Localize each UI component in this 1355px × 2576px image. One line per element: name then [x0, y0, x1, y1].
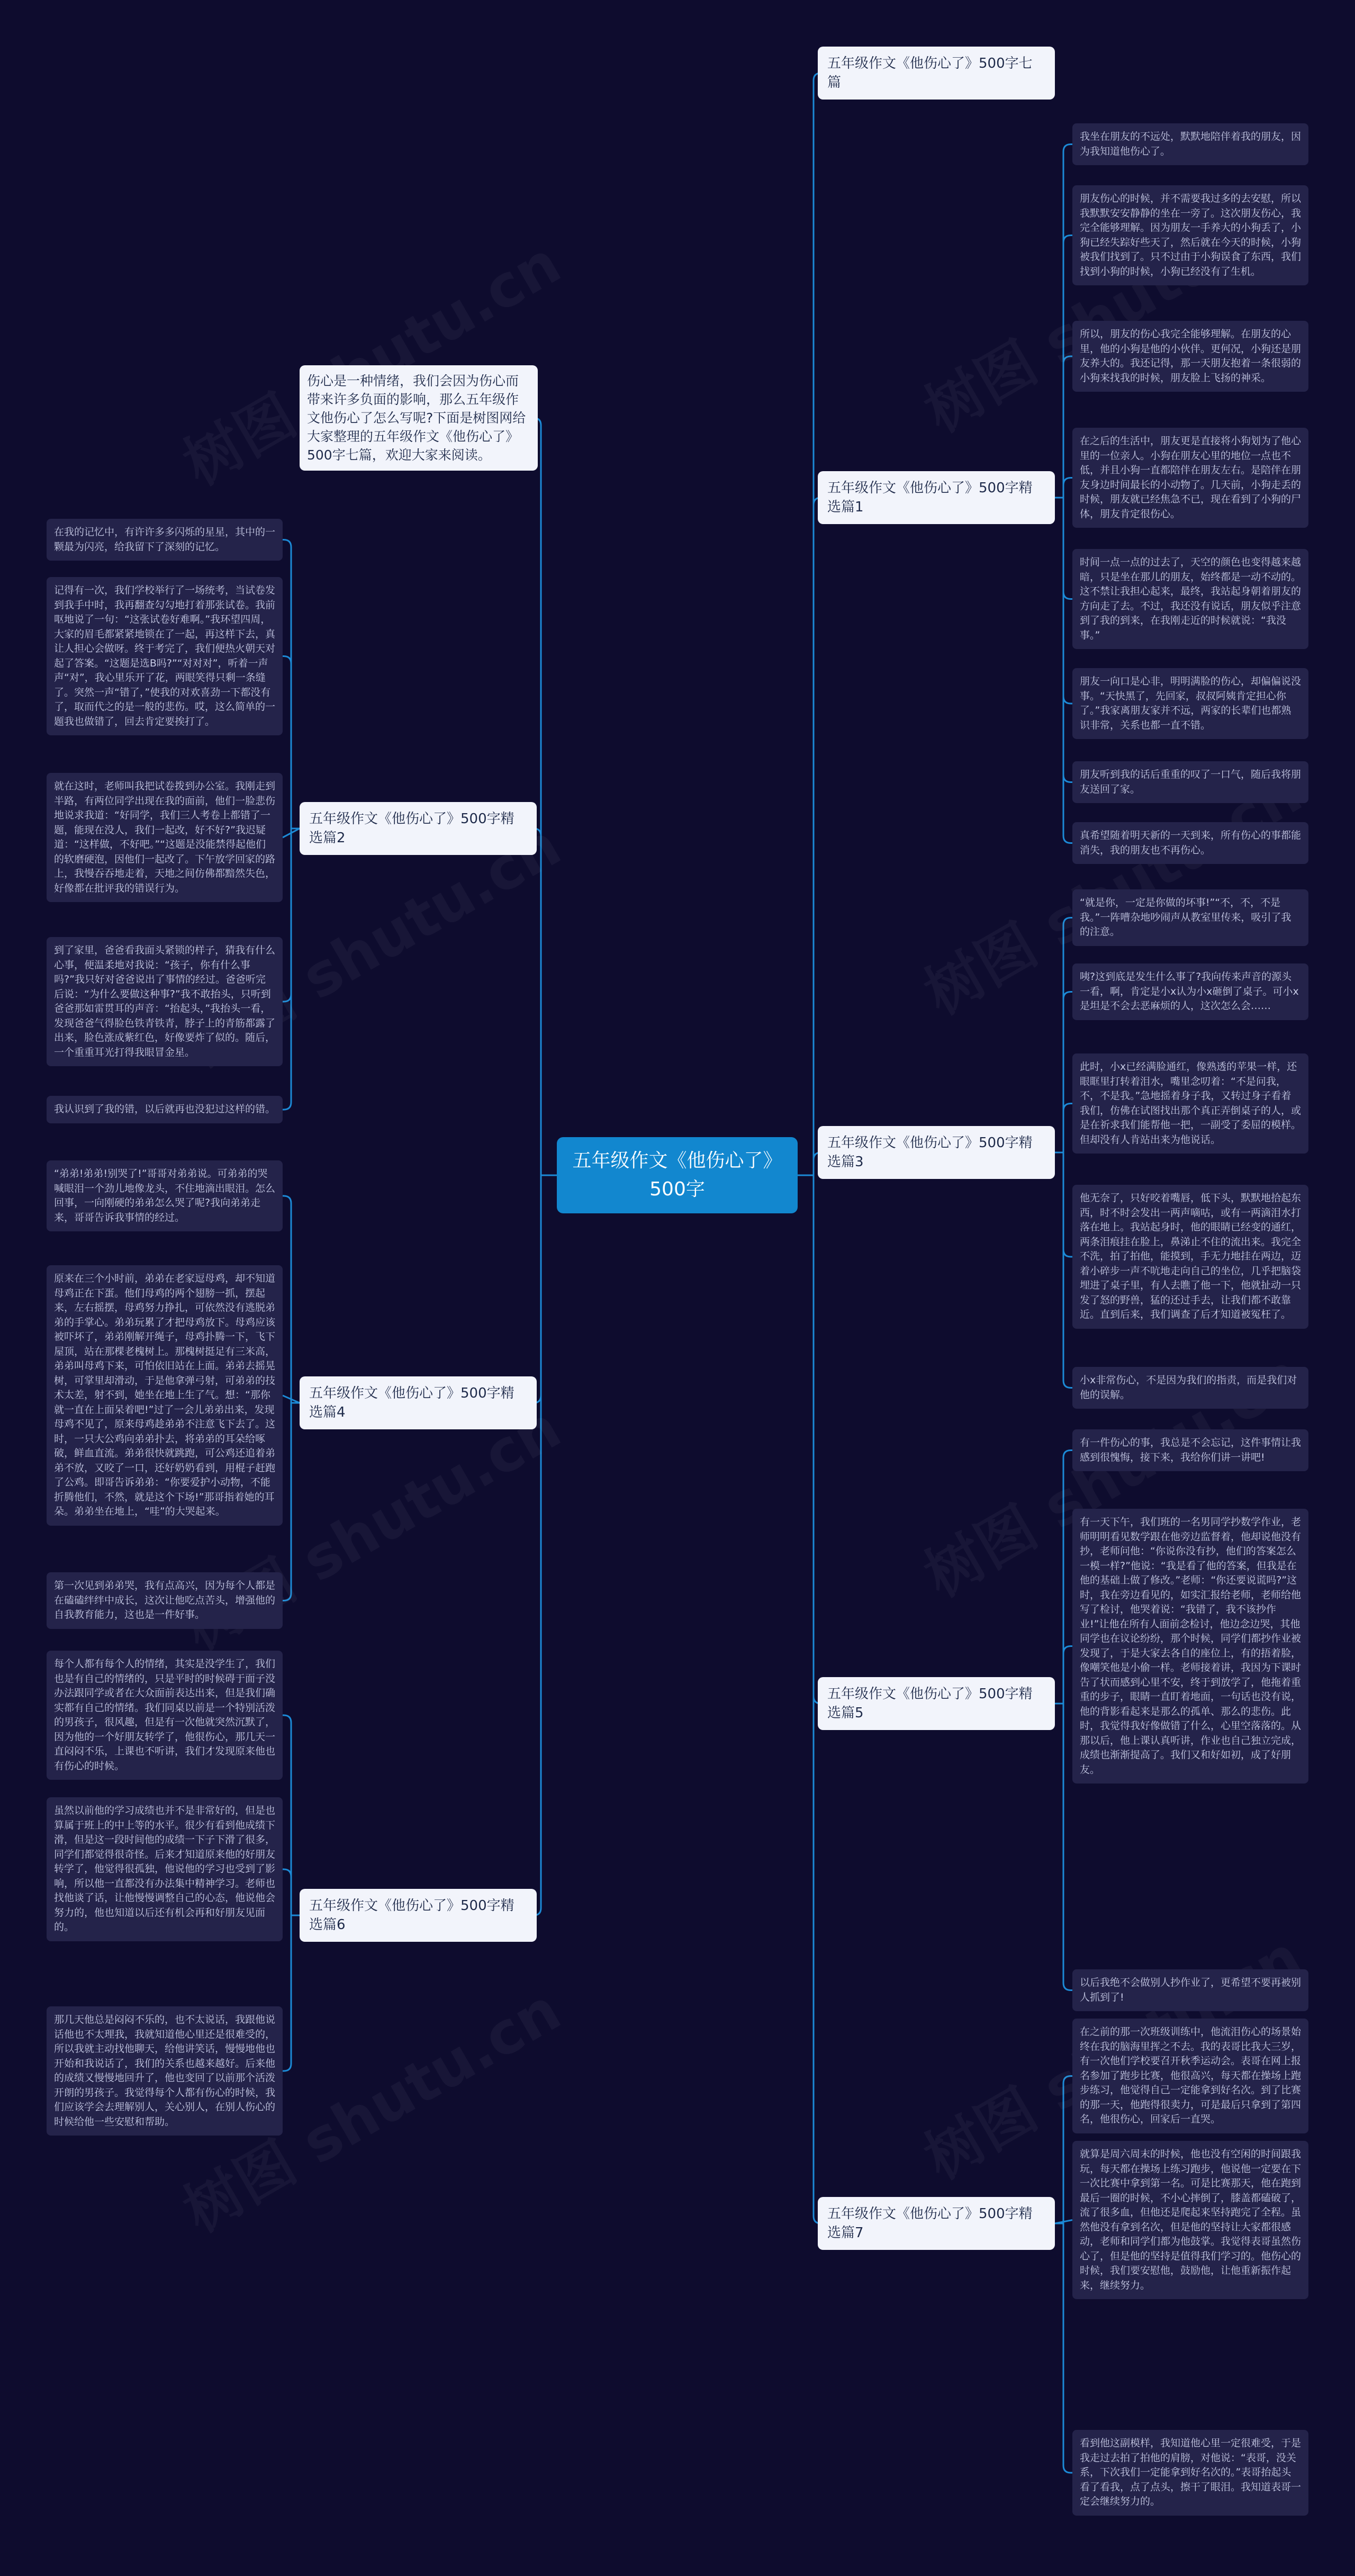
branch-to-leaf-line: [1055, 2223, 1072, 2473]
leaf-text: 此时，小x已经满脸通红，像熟透的苹果一样，还眼眶里打转着泪水，嘴里念叨着：“不是问我，不，不是我。”急地摇着身子我，又转过身子看着我们，仿佛在试图找出那个真正弄倒桌子的人，或是在祈求我们能帮他一把，一副受了委屈的模样。但却没有人肯站出来为他说话。: [1072, 1053, 1308, 1154]
center-to-branch-line: [798, 1175, 821, 1704]
leaf-text: 原来在三个小时前，弟弟在老家逗母鸡，却不知道母鸡正在下蛋。他们母鸡的两个翅膀一抓，摆起来，左右摇摆，母鸡努力挣扎，可依然没有逃脱弟弟的手掌心。弟弟玩累了才把母鸡放下。母鸡应该被吓坏了，弟弟刚解开绳子，母鸡扑腾一下，飞下屋顶，站在那棵老槐树上。那槐树挺足有三米高，弟弟叫母鸡下来，可怕依旧站在上面。弟弟去摇晃树，可掌里却滑动，于是他拿弹弓射，可弟弟的技术太差，射不到，她坐在地上生了气。想：“那你就一直在上面呆着吧!”过了一会儿弟弟出来，发现母鸡不见了，原来母鸡趁弟弟不注意飞下去了。这时，一只大公鸡向弟弟扑去，将弟弟的耳朵给啄破，鲜血直流。弟弟很快就跳跑，可公鸡还追着弟弟不放，又咬了一口，还好奶奶看到，用棍子赶跑了公鸡。即哥告诉弟弟：“你要爱护小动物，不能折腾他们，不然，就是这个下场!”那哥指着她的耳朵。弟弟坐在地上，“哇”的大哭起来。: [47, 1265, 283, 1526]
leaf-text: 在之前的那一次班级训练中，他流泪伤心的场景始终在我的脑海里挥之不去。我的表哥比我大三岁，有一次他们学校要召开秋季运动会。表哥在网上报名参加了跑步比赛，他很高兴，每天都在操场上跑步练习，他觉得自己一定能拿到好名次。到了比赛的那一天，他跑得很卖力，可是最后只拿到了第四名，他很伤心，回家后一直哭。: [1072, 2019, 1308, 2133]
leaf-text: 在之后的生活中，朋友更是直接将小狗划为了他心里的一位亲人。小狗在朋友心里的地位一点也不低，并且小狗一直都陪伴在朋友左右。是陪伴在朋友身边时间最长的小动物了。几天前，小狗走丢的时候，朋友就已经焦急不已，现在看到了小狗的尸体，朋友肯定很伤心。: [1072, 428, 1308, 528]
center-to-branch-line: [534, 418, 557, 1176]
center-to-branch-line: [534, 828, 557, 1175]
leaf-text: 以后我绝不会做别人抄作业了，更希望不要再被别人抓到了!: [1072, 1969, 1308, 2011]
center-to-branch-line: [534, 1175, 557, 1915]
branch-to-leaf-line: [283, 1196, 300, 1403]
leaf-text: 每个人都有每个人的情绪，其实是没学生了，我们也是有自己的情绪的，只是平时的时候碍于面子没办法跟同学或者在大众面前表达出来，但是我们确实都有自己的情绪。我们同桌以前是一个特别活泼的男孩子，很风趣，但是有一次他就突然沉默了，因为他的一个好朋友转学了，他很伤心，那几天一直闷闷不乐，上课也不听讲，我们才发现原来他也有伤心的时候。: [47, 1651, 283, 1780]
leaf-text: 到了家里，爸爸看我面头紧锁的样子，猜我有什么心事，便温柔地对我说：“孩子，你有什么事吗?”我只好对爸爸说出了事情的经过。爸爸听完后说：“为什么要做这种事?”我不敢抬头，只听到爸爸那如雷贯耳的声音：“抬起头，”我抬头一看，发现爸爸气得脸色铁青铁青，脖子上的青筋都露了出来，脸色涨成紫红色，好像要炸了似的。随后，一个重重耳光打得我眼冒金星。: [47, 937, 283, 1066]
central-topic[interactable]: 五年级作文《他伤心了》500字: [557, 1137, 798, 1213]
branch-essay-1[interactable]: 五年级作文《他伤心了》500字精选篇1: [818, 471, 1055, 524]
leaf-text: 所以，朋友的伤心我完全能够理解。在朋友的心里，他的小狗是他的小伙伴。更何况，小狗还是朋友养大的。我还记得，那一天朋友抱着一条很弱的小狗来找我的时候，朋友脸上飞扬的神采。: [1072, 321, 1308, 392]
leaf-text: 第一次见到弟弟哭，我有点高兴，因为每个人都是在磕磕绊绊中成长，这次让他吃点苦头，增强他的自我教育能力，这也是一件好事。: [47, 1572, 283, 1629]
leaf-text: 记得有一次，我们学校举行了一场统考，当试卷发到我手中时，我再翻查勾勾地打着那张试卷。我前呕地说了一句：“这张试卷好难啊。”我环望四周，大家的眉毛都紧紧地锁在了一起，再这样下去，真让人担心会做呀。终于考完了，我们便热火朝天对起了答案。“这题是选B吗?”“对对对”，听着一声声“对”，我心里乐开了花，两眼笑得只剩一条缝了。突然一声“错了，”使我的对欢喜劲一下都没有了，取而代之的是一般的悲伤。哎，这么简单的一题我也做错了，回去肯定要挨打了。: [47, 577, 283, 735]
branch-to-leaf-line: [283, 656, 300, 829]
center-to-branch-line: [798, 73, 821, 1175]
branch-to-leaf-line: [1055, 1646, 1072, 1704]
leaf-text: 小x非常伤心，不是因为我们的指责，而是我们对他的误解。: [1072, 1367, 1308, 1409]
branch-to-leaf-line: [1055, 1104, 1072, 1153]
center-to-branch-line: [798, 498, 821, 1175]
branch-to-leaf-line: [283, 828, 300, 1110]
branch-to-leaf-line: [283, 1403, 300, 1601]
leaf-text: 就在这时，老师叫我把试卷拨到办公室。我刚走到半路，有两位同学出现在我的面前，他们一脸悲伤地说求我道：“好同学，我们三人考卷上都错了一题，能现在没人，我们一起改，好不好?”我迟疑道：“这样做，不好吧。”“这题是没能禁得起他们的软磨硬泡，因他们一起改了。下午放学回家的路上，我慢吞吞地走着，天地之间仿佛都黯然失色，好像都在批评我的错误行为。: [47, 773, 283, 902]
leaf-text: 朋友听到我的话后重重的叹了一口气，随后我将朋友送回了家。: [1072, 761, 1308, 803]
leaf-text: 那几天他总是闷闷不乐的，也不太说话，我跟他说话他也不太理我，我就知道他心里还是很难受的，所以我就主动找他聊天，给他讲笑话，慢慢地他也开始和我说话了，我们的关系也越来越好。后来他的成绩又慢慢地回升了，他也变回了以前那个活泼开朗的男孩子。我觉得每个人都有伤心的时候，我们应该学会去理解别人，关心别人，在别人伤心的时候给他一些安慰和帮助。: [47, 2006, 283, 2136]
branch-to-leaf-line: [1055, 356, 1072, 498]
leaf-text: 他无奈了，只好咬着嘴唇，低下头，默默地拾起东西，时不时会发出一两声嘀咕，或有一两滴泪水打落在地上。我站起身时，他的眼睛已经变的通红，两条泪痕挂在脸上，鼻涕止不住的流出来。我完全不洗，拍了拍他，能摸到，手无力地挂在两边，迈着小碎步一声不吭地走向自己的坐位，几乎把脑袋埋进了桌子里，有人去瞧了他一下，他就扯动一只发了怒的野兽，猛的还过手去，让我们都不敢靠近。直到后来，我们调查了后才知道被冤枉了。: [1072, 1185, 1308, 1329]
branch-essay-3[interactable]: 五年级作文《他伤心了》500字精选篇3: [818, 1126, 1055, 1179]
branch-to-leaf-line: [1055, 498, 1072, 843]
leaf-text: 虽然以前他的学习成绩也并不是非常好的，但是也算属于班上的中上等的水平。很少有看到他成绩下滑，但是这一段时间他的成绩一下子下滑了很多，同学们都觉得很奇怪。后来才知道原来他的好朋友转学了，他觉得很孤独，他说他的学习也受到了影响，所以他一直都没有办法集中精神学习。老师也找他谈了话，让他慢慢调整自己的心态，他说他会努力的，他也知道以后还有机会再和好朋友见面的。: [47, 1797, 283, 1941]
branch-to-leaf-line: [283, 1869, 300, 1915]
leaf-text: 在我的记忆中，有许许多多闪烁的星星，其中的一颗最为闪亮，给我留下了深刻的记忆。: [47, 519, 283, 561]
leaf-text: 时间一点一点的过去了，天空的颜色也变得越来越暗，只是坐在那儿的朋友，始终都是一动不动的。这不禁让我担心起来，最终，我站起身朝着朋友的方向走了去。不过，我还没有说话，朋友似乎注意到了我的到来，在我刚走近的时候就说：“我没事。”: [1072, 549, 1308, 649]
branch-to-leaf-line: [1055, 2076, 1072, 2224]
leaf-text: 看到他这副模样，我知道他心里一定很难受，于是我走过去拍了拍他的肩膀，对他说：“表哥，没关系，下次我们一定能拿到好名次的。”表哥抬起头看了看我，点了点头，擦干了眼泪。我知道表哥一定会继续努力的。: [1072, 2430, 1308, 2516]
branch-essay-4[interactable]: 五年级作文《他伤心了》500字精选篇4: [300, 1376, 537, 1429]
leaf-text: “就是你，一定是你做的坏事!”“不，不，不是我。”一阵嘈杂地吵闹声从教室里传来，吸引了我的注意。: [1072, 889, 1308, 946]
leaf-text: 我坐在朋友的不远处，默默地陪伴着我的朋友，因为我知道他伤心了。: [1072, 123, 1308, 165]
leaf-text: 我认识到了我的错，以后就再也没犯过这样的错。: [47, 1096, 283, 1123]
leaf-text: 朋友伤心的时候，并不需要我过多的去安慰，所以我默默安安静静的坐在一旁了。这次朋友伤心，我完全能够理解。因为朋友一手养大的小狗丢了，小狗已经失踪好些天了，然后就在今天的时候，小狗被我们找到了。只不过由于小狗误食了东西，我们找到小狗的时候，小狗已经没有了生机。: [1072, 185, 1308, 285]
leaf-text: 有一天下午，我们班的一名男同学抄数学作业，老师明明看见数学跟在他旁边监督着，他却说他没有抄，老师问他：“你说你没有抄，他们的答案怎么一模一样?”他说：“我是看了他的答案，但我是在他的基础上做了修改。”老师：“你还要说谎吗?”这时，我在旁边看见的，如实汇报给老师，老师给他写了检讨，他哭着说：“我错了，我不该抄作业!”让他在所有人面前念检讨，他边念边哭，其他同学也在议论纷纷，那个时候，同学们都抄作业被发现了，于是大家去各自的座位上，有的捂着脸，像嘲笑他是小偷一样。老师接着讲，我因为下课时告了状而感到心里不安，终于到放学了，他拖着重重的步子，眼睛一直盯着地面，一句话也没有说，他的背影看起来是那么的孤单、那么的悲伤。此时，我觉得我好像做错了什么，心里空落落的。从那以后，他上课认真听讲，作业也自己独立完成，成绩也渐渐提高了。我们又和好如初，成了好朋友。: [1072, 1509, 1308, 1784]
branch-essay-6[interactable]: 五年级作文《他伤心了》500字精选篇6: [300, 1889, 537, 1942]
intro-node[interactable]: 伤心是一种情绪，我们会因为伤心而带来许多负面的影响，那么五年级作文他伤心了怎么写呢?下面是树图网给大家整理的五年级作文《他伤心了》500字七篇，欢迎大家来阅读。: [300, 365, 538, 471]
leaf-text: 咦?这到底是发生什么事了?我向传来声音的源头一看，啊，肯定是小x认为小x砸倒了桌子。可小x是坦是不会去恶麻烦的人，这次怎么会……: [1072, 963, 1308, 1020]
branch-essay-7[interactable]: 五年级作文《他伤心了》500字精选篇7: [818, 2197, 1055, 2250]
leaf-text: 就算是周六周末的时候，他也没有空闲的时间跟我玩，每天都在操场上练习跑步，他说他一定要在下一次比赛中拿到第一名。可是比赛那天，他在跑到最后一圈的时候，不小心摔倒了，膝盖都磕破了，流了很多血，但他还是爬起来坚持跑完了全程。虽然他没有拿到名次，但是他的坚持让大家都很感动，老师和同学们都为他鼓掌。我觉得表哥虽然伤心了，但是他的坚持是值得我们学习的。他伤心的时候，我们要安慰他，鼓励他，让他重新振作起来，继续努力。: [1072, 2141, 1308, 2299]
center-to-branch-line: [534, 1175, 557, 1403]
leaf-text: 有一件伤心的事，我总是不会忘记，这件事情让我感到很愧悔，接下来，我给你们讲一讲吧!: [1072, 1429, 1308, 1471]
branch-to-leaf-line: [283, 1915, 300, 2071]
branch-seven-essays[interactable]: 五年级作文《他伤心了》500字七篇: [818, 47, 1055, 100]
branch-essay-5[interactable]: 五年级作文《他伤心了》500字精选篇5: [818, 1677, 1055, 1730]
branch-essay-2[interactable]: 五年级作文《他伤心了》500字精选篇2: [300, 802, 537, 855]
leaf-text: “弟弟!弟弟!别哭了!”哥哥对弟弟说。可弟弟的哭喊眼泪一个劲儿地像龙头，不住地滴出眼泪。怎么回事，一向刚硬的弟弟怎么哭了呢?我向弟弟走来，哥哥告诉我事情的经过。: [47, 1160, 283, 1231]
leaf-text: 朋友一向口是心非，明明满脸的伤心，却偏偏说没事。“天快黑了，先回家，叔叔阿姨肯定担心你了。”我家离朋友家并不远，两家的长辈们也都熟识非常，关系也都一直不错。: [1072, 668, 1308, 739]
branch-to-leaf-line: [1055, 1152, 1072, 1388]
branch-to-leaf-line: [1055, 1704, 1072, 1990]
leaf-text: 真希望随着明天新的一天到来，所有伤心的事都能消失，我的朋友也不再伤心。: [1072, 822, 1308, 864]
branch-to-leaf-line: [1055, 478, 1072, 498]
